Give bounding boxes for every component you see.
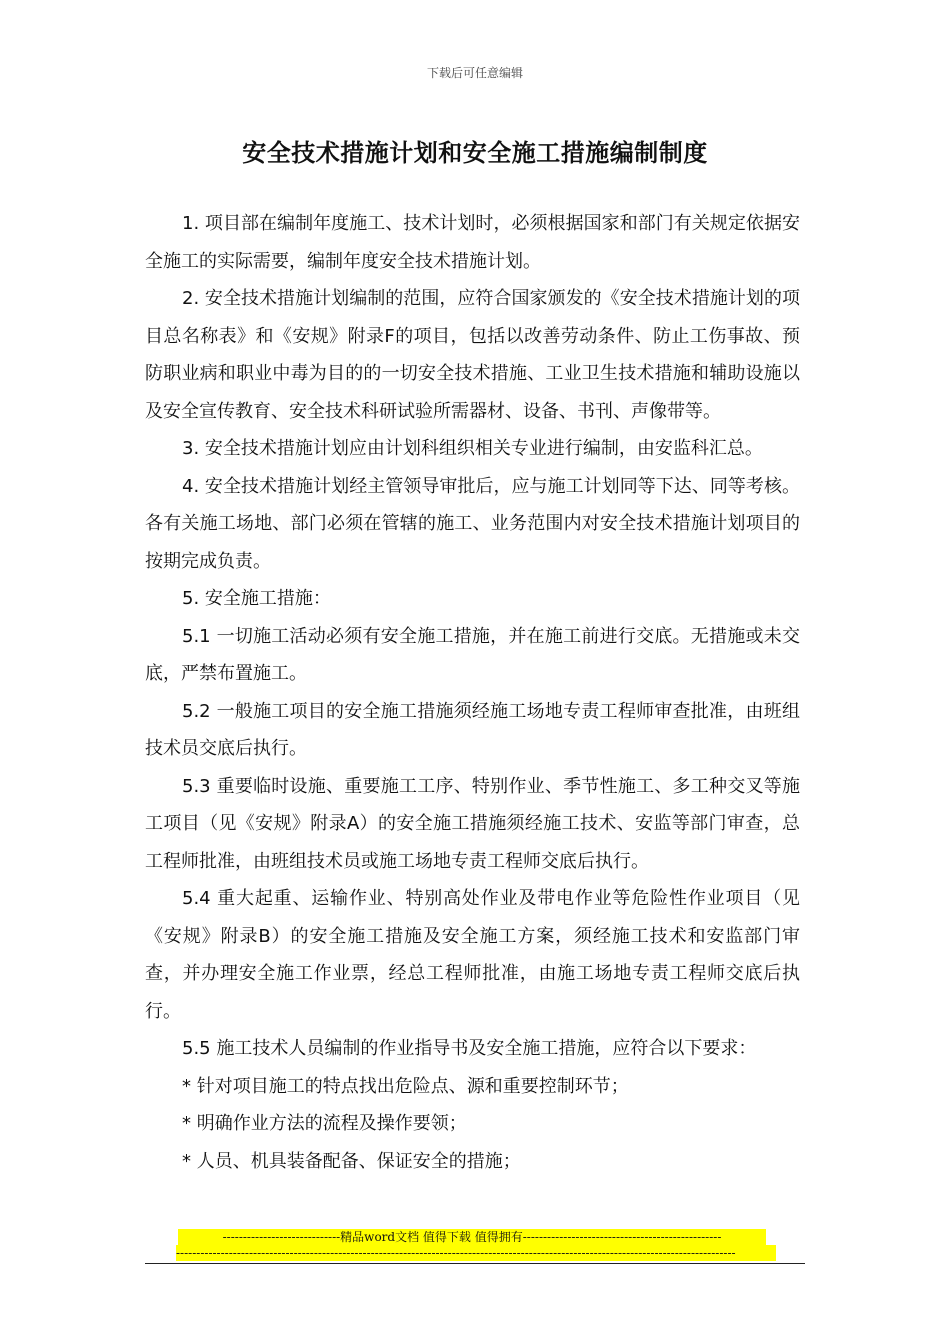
page-header-note: 下载后可任意编辑	[426, 66, 523, 80]
paragraph-3: 3. 安全技术措施计划应由计划科组织相关专业进行编制，由安监科汇总。	[182, 438, 763, 459]
paragraph-5-3: 5.3 重要临时设施、重要施工工序、特别作业、季节性施工、多工种交叉等施工项目（见《安规》附录A）的安全施工措施须经施工技术、安监等部门审查，总工程师批准，由班组技术员或施工场地专责工程师交底后执行。	[145, 775, 800, 872]
footer-rule	[145, 1263, 805, 1264]
paragraph-5-1: 5.1 一切施工活动必须有安全施工措施，并在施工前进行交底。无措施或未交底，严禁布置施工。	[145, 625, 800, 684]
bullet-item-2: * 明确作业方法的流程及操作要领；	[182, 1113, 467, 1134]
paragraph-4: 4. 安全技术措施计划经主管领导审批后，应与施工计划同等下达、同等考核。各有关施工场地、部门必须在管辖的施工、业务范围内对安全技术措施计划项目的按期完成负责。	[145, 475, 800, 572]
paragraph-1: 1. 项目部在编制年度施工、技术计划时，必须根据国家和部门有关规定依据安全施工的实际需要，编制年度安全技术措施计划。	[145, 213, 800, 272]
paragraph-5: 5. 安全施工措施：	[182, 588, 331, 609]
paragraph-5-2: 5.2 一般施工项目的安全施工措施须经施工场地专责工程师审查批准，由班组技术员交底后执行。	[145, 700, 800, 759]
document-body	[145, 205, 800, 1180]
footer-banner-dashes: ------------------------------------------------------------------------------------------------------------------------------------------	[176, 1245, 776, 1261]
paragraph-5-4: 5.4 重大起重、运输作业、特别高处作业及带电作业等危险性作业项目（见《安规》附录B）的安全施工措施及安全施工方案，须经施工技术和安监部门审查，并办理安全施工作业票，经总工程师批准，由施工场地专责工程师交底后执行。	[145, 888, 800, 1022]
paragraph-2: 2. 安全技术措施计划编制的范围，应符合国家颁发的《安全技术措施计划的项目总名称表》和《安规》附录F的项目，包括以改善劳动条件、防止工伤事故、预防职业病和职业中毒为目的的一切安全技术措施、工业卫生技术措施和辅助设施以及安全宣传教育、安全技术科研试验所需器材、设备、书刊、声像带等。	[145, 288, 800, 422]
footer-banner	[145, 1229, 807, 1261]
bullet-item-1: * 针对项目施工的特点找出危险点、源和重要控制环节；	[182, 1075, 629, 1097]
bullet-item-3: * 人员、机具装备配备、保证安全的措施；	[182, 1150, 521, 1172]
paragraph-5-5: 5.5 施工技术人员编制的作业指导书及安全施工措施，应符合以下要求：	[182, 1038, 757, 1059]
footer-banner-text: -----------------------------精品word文档 值得下载 值得拥有-------------------------------------------------	[178, 1229, 766, 1245]
document-title: 安全技术措施计划和安全施工措施编制制度	[242, 139, 708, 167]
